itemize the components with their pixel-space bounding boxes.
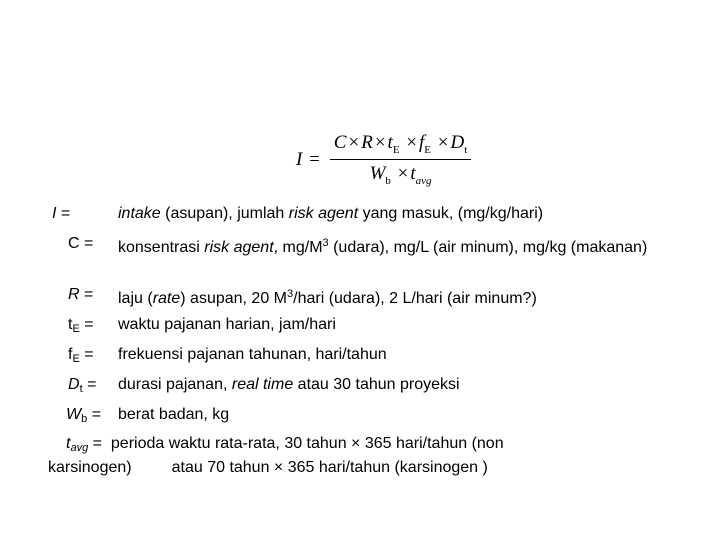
intake-formula — [296, 132, 471, 187]
definition-symbol: tE = — [68, 316, 94, 335]
definition-line-1: tavg = perioda waktu rata-rata, 30 tahun × 365 hari/tahun (non — [66, 435, 504, 454]
definition-text: frekuensi pajanan tahunan, hari/tahun — [118, 346, 387, 363]
formula-lhs: I = — [296, 148, 320, 170]
definition-symbol: C = — [68, 235, 94, 252]
definition-symbol: tavg — [66, 435, 89, 454]
definition-text: konsentrasi risk agent, $mg/M^3$ (udara), mg/L (air minum), mg/kg (makanan) — [118, 237, 648, 256]
definition-text: berat badan, kg — [118, 406, 230, 423]
definition-symbol: fE = — [68, 346, 94, 365]
formula-numerator: $C \times R \times t_E \times f_E \times D_t$ — [333, 132, 468, 156]
definition-averaging-time — [48, 434, 608, 478]
definition-text: durasi pajanan, real time atau 30 tahun proyeksi — [118, 376, 460, 393]
formula-fraction — [330, 132, 472, 187]
definition-text: intake (asupan), jumlah risk agent yang masuk, (mg/kg/hari) — [118, 205, 544, 222]
definition-line-2: karsinogen) atau 70 tahun × 365 hari/tahun (karsinogen ) — [48, 459, 488, 476]
definition-symbol: R = — [68, 286, 94, 303]
definition-text: perioda waktu rata-rata, 30 tahun × 365 hari/tahun (non — [110, 435, 504, 452]
formula-denominator: $W_b \times t_{avg}$ — [369, 163, 432, 187]
definition-text: waktu pajanan harian, jam/hari — [118, 316, 336, 333]
definition-symbol: Wb = — [66, 406, 102, 425]
definition-text: laju (rate) asupan, 20 $M^3$/hari (udara), 2 L/hari (air minum?) — [118, 288, 537, 307]
definition-symbol: I = — [52, 205, 71, 222]
definition-symbol: Dt = — [68, 376, 97, 395]
